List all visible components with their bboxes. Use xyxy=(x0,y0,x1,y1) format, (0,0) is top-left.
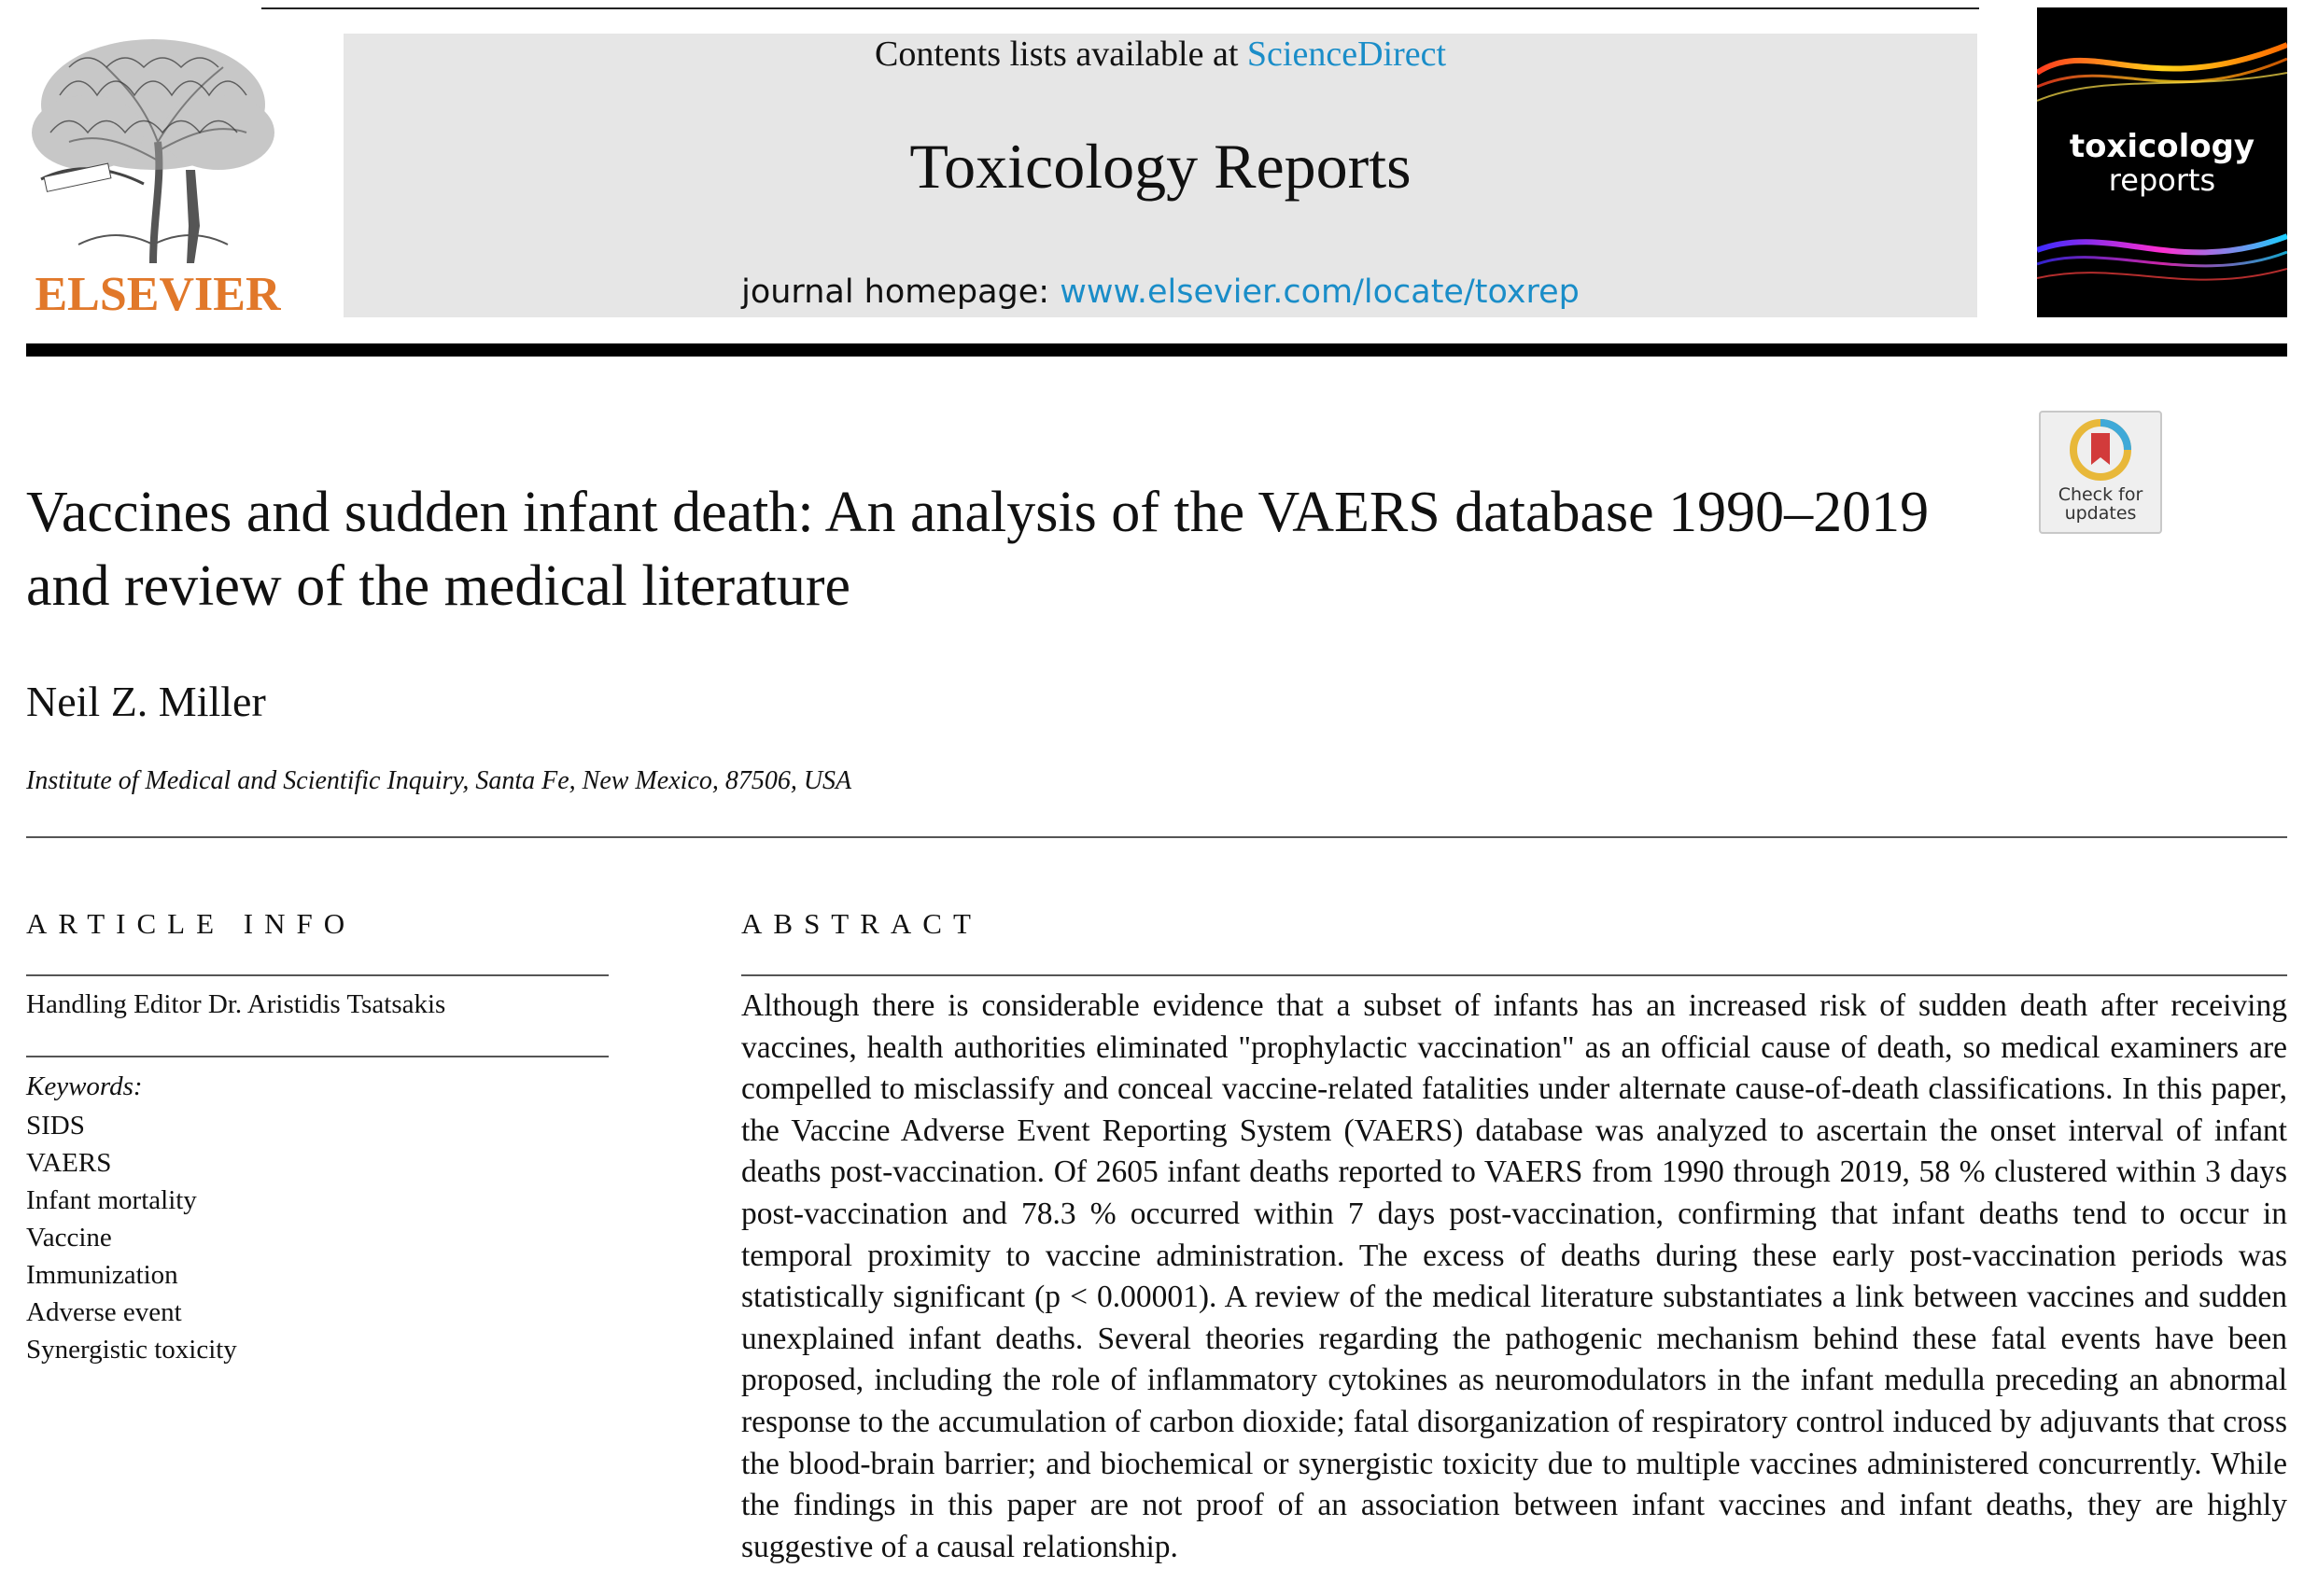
tree-engraving-icon xyxy=(22,30,284,263)
homepage-line xyxy=(344,273,1977,312)
homepage-prefix: journal homepage: xyxy=(741,273,1061,311)
keyword-item[interactable]: SIDS xyxy=(26,1111,85,1141)
author-name[interactable]: Neil Z. Miller xyxy=(26,678,266,725)
keyword-item[interactable]: Infant mortality xyxy=(26,1185,197,1215)
abstract-text: Although there is considerable evidence that a subset of infants has an increased risk of sudden death after receiving vaccines, health authorities eliminated "prophylactic vaccination" as an official cause of death, so medical examiners are compelled to misclassify and conceal vaccine-related fatalities under alternate cause-of-death classifications. In this paper, the Vaccine Adverse Event Reporting System (VAERS) database was analyzed to ascertain the onset interval of infant deaths post-vaccination. Of 2605 infant deaths reported to VAERS from 1990 through 2019, 58 % clustered within 3 days post-vaccination and 78.3 % occurred within 7 days post-vaccination, confirming that infant deaths tend to occur in temporal proximity to vaccine administration. The excess of deaths during these early post-vaccination periods was statistically significant (p < 0.00001). A review of the medical literature substantiates a link between vaccines and sudden unexplained infant deaths. Several theories regarding the pathogenic mechanism behind these fatal events have been proposed, including the role of inflammatory cytokines as neuromodulators in the infant medulla preceding an abnormal response to the accumulation of carbon dioxide; fatal disorganization of respiratory control induced by adjuvants that cross the blood-brain barrier; and biochemical or synergistic toxicity due to multiple vaccines administered concurrently. While the findings in this paper are not proof of an association between infant vaccines and infant deaths, they are highly suggestive of a causal relationship. xyxy=(741,988,2287,1564)
homepage-link[interactable]: www.elsevier.com/locate/toxrep xyxy=(1060,273,1580,311)
article-info-rule-top xyxy=(26,974,609,976)
keyword-item[interactable]: Vaccine xyxy=(26,1223,112,1253)
cover-subtitle: reports xyxy=(2108,162,2216,198)
keyword-item[interactable]: Immunization xyxy=(26,1260,178,1290)
cover-title: toxicology xyxy=(2069,128,2255,165)
sciencedirect-link[interactable]: ScienceDirect xyxy=(1246,35,1447,74)
handling-editor: Handling Editor Dr. Aristidis Tsatsakis xyxy=(26,989,446,1019)
keyword-item[interactable]: VAERS xyxy=(26,1148,112,1178)
keyword-item[interactable]: Synergistic toxicity xyxy=(26,1335,237,1365)
author-affiliation: Institute of Medical and Scientific Inquiry, Santa Fe, New Mexico, 87506, USA xyxy=(26,766,852,795)
abstract-heading: ABSTRACT xyxy=(741,907,982,940)
article-info-rule-mid xyxy=(26,1056,609,1057)
journal-cover[interactable] xyxy=(2037,7,2287,317)
top-rule xyxy=(261,7,1979,9)
title-divider xyxy=(26,836,2287,838)
abstract-rule xyxy=(741,974,2287,976)
check-updates-label[interactable]: Check for updates xyxy=(2058,484,2143,524)
check-updates-icon xyxy=(2041,413,2160,487)
publisher-wordmark: ELSEVIER xyxy=(35,268,281,321)
article-info-heading: ARTICLE INFO xyxy=(26,907,357,940)
journal-title: Toxicology Reports xyxy=(909,131,1412,202)
contents-line xyxy=(344,34,1977,75)
keywords-label: Keywords: xyxy=(26,1071,143,1101)
keywords-list xyxy=(26,1107,237,1368)
header-rule xyxy=(26,343,2287,357)
keyword-item[interactable]: Adverse event xyxy=(26,1297,182,1327)
article-title: Vaccines and sudden infant death: An analysis of the VAERS database 1990–2019 and review of the medical literature xyxy=(26,481,1930,618)
contents-prefix: Contents lists available at xyxy=(874,35,1247,74)
